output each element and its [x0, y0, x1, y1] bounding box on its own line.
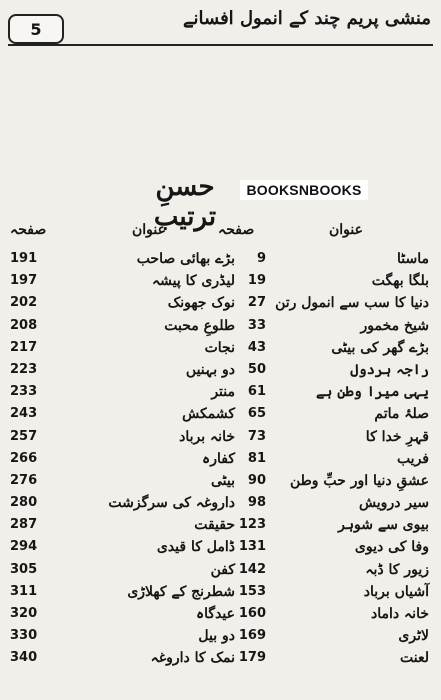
right-story-title: زیور کا ڈبہ — [365, 561, 429, 578]
toc-row — [0, 403, 441, 425]
middle-story-title: بڑے بھائی صاحب — [136, 251, 235, 267]
left-page-number: 311 — [10, 583, 38, 599]
left-page-number: 276 — [10, 472, 38, 488]
middle-story-title: کفن — [210, 561, 235, 578]
column-header-title-right: عنوان — [329, 222, 363, 238]
toc-row — [0, 581, 441, 603]
middle-page-number: 73 — [247, 428, 266, 444]
column-header-page-left: صفحہ — [10, 222, 47, 238]
toc-row — [0, 448, 441, 470]
left-page-number: 223 — [10, 361, 38, 377]
middle-page-number: 98 — [247, 495, 266, 511]
middle-page-number: 142 — [238, 561, 266, 577]
toc-row — [0, 315, 441, 337]
middle-story-title: لیڈری کا پیشہ — [151, 273, 235, 290]
left-page-number: 208 — [10, 317, 38, 333]
left-page-number: 266 — [10, 450, 38, 466]
middle-story-title: داروغہ کی سرگزشت — [108, 495, 235, 512]
page-number: 5 — [8, 14, 64, 44]
toc-row — [0, 536, 441, 558]
left-page-number: 320 — [10, 606, 38, 621]
middle-page-number: 33 — [247, 317, 266, 333]
toc-row — [0, 337, 441, 359]
column-header-title-middle: عنوان — [132, 222, 166, 238]
right-story-title: صلۂ ماتم — [374, 406, 429, 423]
toc-row — [0, 514, 441, 536]
toc-row — [0, 292, 441, 314]
middle-page-number: 153 — [238, 583, 266, 599]
middle-story-title: نوک جھونک — [167, 295, 235, 312]
middle-story-title: ڈامل کا قیدی — [156, 539, 235, 556]
toc-row — [0, 647, 441, 669]
middle-page-number: 19 — [247, 273, 266, 289]
right-story-title: خانہ داماد — [370, 606, 429, 622]
middle-story-title: کفارہ — [202, 450, 235, 467]
right-story-title: وفا کی دیوی — [354, 539, 429, 556]
middle-story-title: نمک کا داروغہ — [150, 650, 235, 667]
middle-story-title: بیٹی — [210, 472, 235, 489]
middle-story-title: خانہ برباد — [179, 428, 235, 445]
left-page-number: 257 — [10, 428, 38, 444]
toc-row — [0, 603, 441, 625]
right-story-title: قہرِ خدا کا — [365, 428, 429, 445]
toc-row — [0, 426, 441, 448]
left-page-number: 243 — [10, 406, 38, 422]
toc-row — [0, 359, 441, 381]
right-story-title: لاٹری — [398, 628, 429, 645]
middle-page-number: 61 — [247, 384, 266, 400]
right-story-title: بڑے گھر کی بیٹی — [331, 339, 429, 356]
middle-story-title: دو بہنیں — [185, 361, 235, 378]
left-page-number: 280 — [10, 495, 38, 511]
left-page-number: 305 — [10, 561, 38, 577]
left-page-number: 233 — [10, 384, 38, 400]
column-header-page-middle: صفحہ — [218, 222, 255, 238]
right-story-title: دنیا کا سب سے انمول رتن — [275, 295, 429, 312]
toc-row — [0, 492, 441, 514]
toc-heading: حسنِ ترتیب — [153, 172, 217, 232]
right-story-title: بیوی سے شوہر — [338, 517, 429, 534]
toc-row — [0, 381, 441, 403]
left-page-number: 202 — [10, 295, 38, 311]
right-story-title: فریب — [396, 450, 429, 467]
right-story-title: بلگا بھگت — [371, 273, 429, 290]
right-story-title: سیر درویش — [358, 495, 429, 512]
middle-page-number: 81 — [247, 450, 266, 466]
toc-row — [0, 270, 441, 292]
middle-story-title: کشمکش — [182, 406, 235, 423]
middle-page-number: 169 — [238, 628, 266, 644]
toc-row — [0, 248, 441, 270]
right-story-title: لعنت — [400, 650, 429, 667]
right-story-title: راجہ ہردول — [350, 361, 429, 378]
right-story-title: یہی میرا وطن ہے — [315, 384, 429, 401]
toc-row — [0, 625, 441, 647]
middle-story-title: منتر — [211, 384, 235, 401]
middle-page-number: 123 — [238, 517, 266, 533]
middle-page-number: 131 — [238, 539, 266, 555]
left-page-number: 294 — [10, 539, 38, 555]
toc-rows — [0, 248, 441, 670]
right-story-title: عشقِ دنیا اور حبِّ وطن — [289, 472, 429, 489]
middle-story-title: شطرنج کے کھلاڑی — [127, 583, 235, 600]
toc-row — [0, 470, 441, 492]
middle-page-number: 27 — [247, 295, 266, 311]
middle-story-title: دو بیل — [198, 628, 235, 645]
left-page-number: 191 — [10, 251, 38, 266]
middle-page-number: 65 — [247, 406, 266, 422]
middle-page-number: 90 — [247, 472, 266, 488]
right-story-title: آشیاں برباد — [363, 583, 429, 600]
middle-story-title: حقیقت — [194, 517, 235, 534]
left-page-number: 340 — [10, 650, 38, 666]
left-page-number: 330 — [10, 628, 38, 644]
toc-row — [0, 559, 441, 581]
watermark-label: BOOKSNBOOKS — [240, 180, 368, 200]
book-title: منشی پریم چند کے انمول افسانے — [182, 8, 431, 29]
header-divider — [8, 44, 433, 46]
middle-story-title: طلوعِ محبت — [164, 317, 235, 334]
right-story-title: شیخ مخمور — [360, 317, 429, 334]
left-page-number: 287 — [10, 517, 38, 533]
middle-page-number: 9 — [256, 251, 266, 266]
middle-page-number: 179 — [238, 650, 266, 666]
middle-story-title: نجات — [204, 339, 235, 356]
left-page-number: 217 — [10, 339, 38, 355]
middle-page-number: 43 — [247, 339, 266, 355]
middle-story-title: عیدگاہ — [195, 606, 235, 622]
right-story-title: ماسٹا — [397, 251, 429, 267]
middle-page-number: 50 — [247, 361, 266, 377]
left-page-number: 197 — [10, 273, 38, 289]
middle-page-number: 160 — [238, 606, 266, 621]
